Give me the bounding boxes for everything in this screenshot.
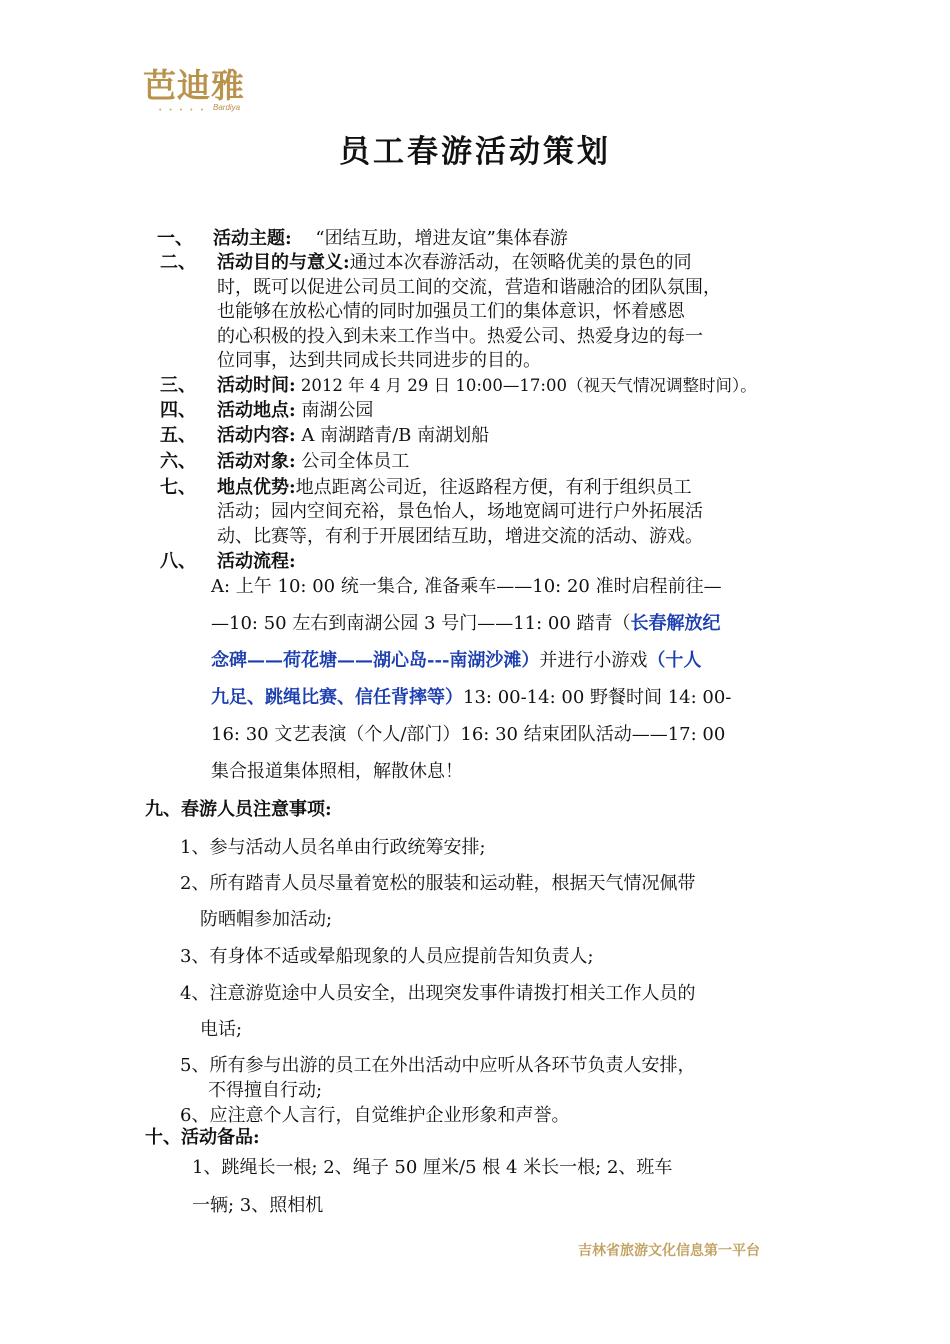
flow-highlight-route-1: 长春解放纪 (630, 613, 721, 634)
section-5-label: 活动内容: (217, 425, 296, 446)
note-item-3: 3、有身体不适或晕船现象的人员应提前告知负责人; (180, 946, 594, 967)
section-6-row (217, 450, 409, 475)
section-5-number: 五、 (160, 425, 196, 446)
flow-line-3-text: 并进行小游戏 (539, 650, 648, 671)
section-8-label: 活动流程: (217, 551, 296, 572)
flow-highlight-games-1: （十人 (647, 650, 702, 671)
section-9-heading: 九、春游人员注意事项: (145, 799, 332, 820)
section-5-row (217, 424, 489, 449)
section-2-line-5: 位同事，达到共同成长共同进步的目的。 (217, 350, 541, 371)
flow-line-3 (211, 642, 701, 679)
section-1-text: “团结互助，增进友谊”集体春游 (315, 228, 568, 249)
logo-subtitle: Bardiya (213, 103, 241, 112)
section-1-number: 一、 (157, 228, 193, 249)
section-3-label: 活动时间: (217, 375, 296, 396)
flow-line-4-text: 13: 00-14: 00 野餐时间 14: 00- (463, 687, 732, 708)
logo-name: 芭迪雅 (143, 66, 245, 105)
supplies-line-2: 一辆; 3、照相机 (192, 1195, 324, 1216)
note-item-6: 6、应注意个人言行，自觉维护企业形象和声誉。 (180, 1105, 570, 1126)
section-2-row (217, 251, 692, 276)
note-item-5-cont: 不得擅自行动; (208, 1080, 323, 1101)
section-4-number: 四、 (160, 400, 196, 421)
section-3-row (217, 374, 757, 399)
section-4-text: 南湖公园 (301, 400, 374, 421)
section-8-number: 八、 (160, 551, 196, 572)
flow-line-1: A: 上午 10: 00 统一集合, 准备乘车——10: 20 准时启程前往— (211, 576, 722, 597)
section-2-line-4: 的心积极的投入到未来工作当中。热爱公司、热爱身边的每一 (217, 326, 703, 347)
supplies-line-1: 1、跳绳长一根; 2、绳子 50 厘米/5 根 4 米长一根; 2、班车 (192, 1157, 673, 1178)
footer-slogan: 吉林省旅游文化信息第一平台 (578, 1243, 760, 1259)
note-item-1: 1、参与活动人员名单由行政统筹安排; (180, 837, 486, 858)
section-7-label: 地点优势: (217, 477, 296, 498)
section-1-label: 活动主题: (213, 228, 292, 249)
note-item-2: 2、所有踏青人员尽量着宽松的服装和运动鞋，根据天气情况佩带 (180, 873, 696, 894)
flow-line-5: 16: 30 文艺表演（个人/部门）16: 30 结束团队活动——17: 00 (211, 724, 726, 745)
section-3-number: 三、 (160, 375, 196, 396)
note-item-4-cont: 电话; (200, 1019, 243, 1040)
flow-line-4 (211, 679, 731, 716)
flow-highlight-games-2: 九足、跳绳比赛、信任背摔等） (211, 687, 463, 708)
section-7-line-2: 活动；园内空间充裕，景色怡人，场地宽阔可进行户外拓展活 (217, 501, 703, 522)
section-6-text: 公司全体员工 (301, 451, 410, 472)
flow-line-6: 集合报道集体照相，解散休息！ (211, 761, 463, 782)
section-3-text: 2012 年 4 月 29 日 10:00—17:00（视天气情况调整时间）。 (300, 376, 757, 395)
flow-line-2-text: —10: 50 左右到南湖公园 3 号门——11: 00 踏青（ (211, 613, 631, 634)
brand-logo (143, 66, 253, 116)
flow-line-2 (211, 605, 721, 642)
section-6-label: 活动对象: (217, 451, 296, 472)
section-2-line-1: 通过本次春游活动，在领略优美的景色的同 (349, 252, 692, 273)
section-2-line-3: 也能够在放松心情的同时加强员工们的集体意识，怀着感恩 (217, 301, 685, 322)
flow-highlight-route-2: 念碑——荷花塘——湖心岛---南湖沙滩） (211, 650, 540, 671)
section-4-row (217, 399, 373, 424)
note-item-4: 4、注意游览途中人员安全，出现突发事件请拨打相关工作人员的 (180, 983, 696, 1004)
section-4-label: 活动地点: (217, 400, 296, 421)
section-6-number: 六、 (160, 451, 196, 472)
section-2-label: 活动目的与意义: (217, 252, 350, 273)
section-7-row (217, 476, 692, 501)
section-2-number: 二、 (160, 252, 196, 273)
section-2-line-2: 时，既可以促进公司员工间的交流，营造和谐融洽的团队氛围， (217, 277, 721, 298)
note-item-2-cont: 防晒帽参加活动; (200, 909, 333, 930)
section-7-line-3: 动、比赛等，有利于开展团结互助，增进交流的活动、游戏。 (217, 526, 703, 547)
section-1-row (213, 227, 568, 252)
section-10-heading: 十、活动备品: (145, 1127, 260, 1148)
section-7-number: 七、 (160, 477, 196, 498)
note-item-5: 5、所有参与出游的员工在外出活动中应听从各环节负责人安排， (180, 1055, 696, 1076)
section-7-line-1: 地点距离公司近，往返路程方便，有利于组织员工 (295, 477, 692, 498)
section-5-text: A 南湖踏青/B 南湖划船 (301, 425, 490, 446)
page-title: 员工春游活动策划 (339, 134, 611, 170)
logo-dots: • • • • • (159, 107, 207, 114)
